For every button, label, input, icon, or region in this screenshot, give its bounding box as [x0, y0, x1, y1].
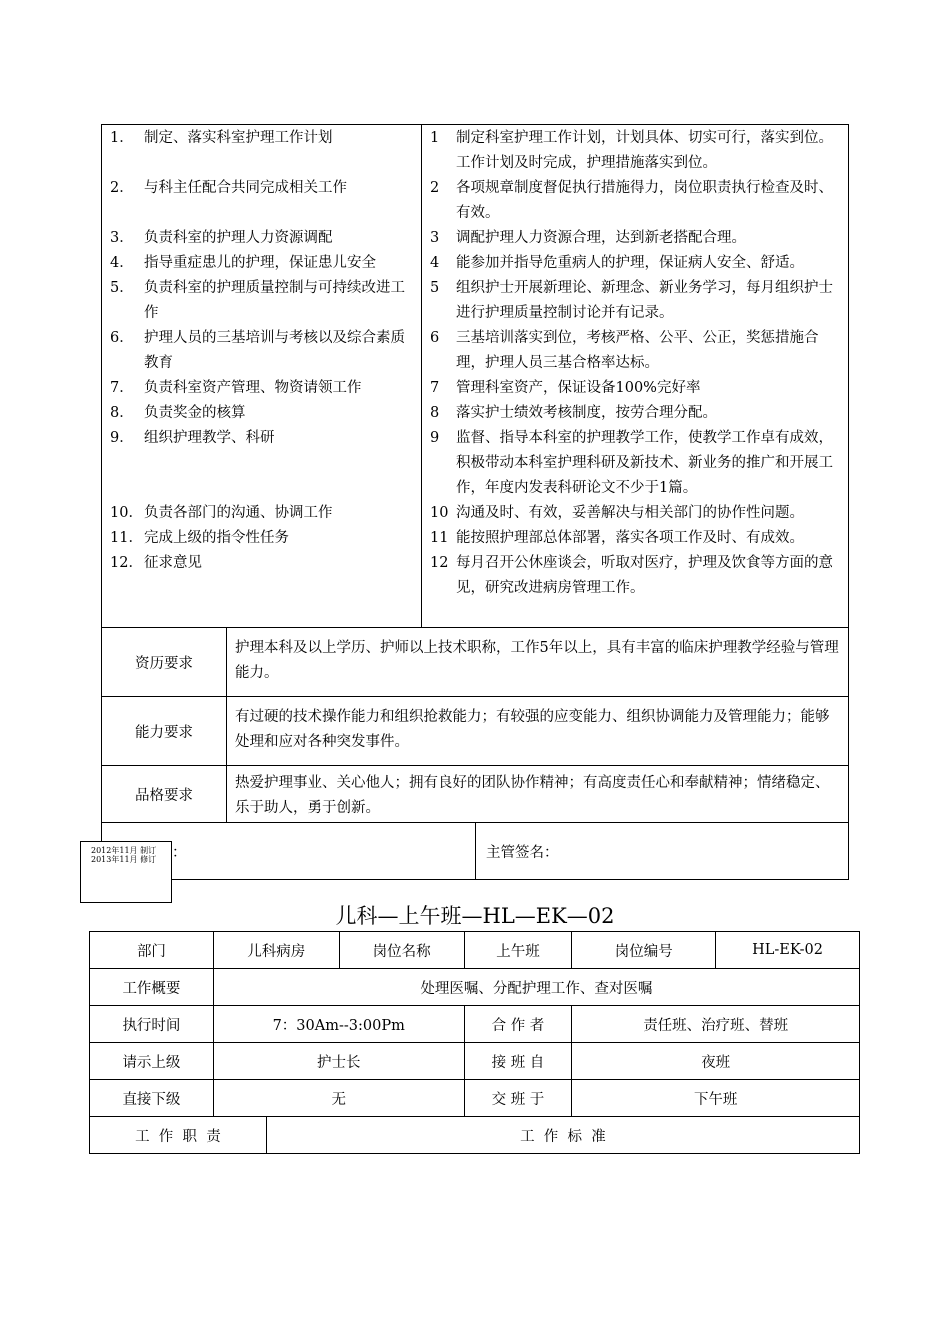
dept-value: 儿科病房	[213, 932, 339, 969]
duty-item: 9． 组织护理教学、科研	[110, 430, 275, 446]
standard-item: 1 制定科室护理工作计划，计划具体、切实可行，落实到位。工作计划及时完成，护理措施落实到位。	[430, 130, 833, 171]
stamp-line-created: 2012年11月 制订	[91, 846, 157, 855]
subordinate-value: 无	[213, 1080, 464, 1117]
handover-label: 交 班 于	[464, 1080, 572, 1117]
job-info-table	[89, 931, 860, 1154]
superior-label: 请示上级	[90, 1043, 214, 1080]
duties-cell	[101, 124, 422, 628]
duty-item: 6． 护理人员的三基培训与考核以及综合素质教育	[110, 330, 405, 371]
code-value: HL-EK-02	[716, 932, 860, 969]
qualification-label: 资历要求	[101, 627, 227, 697]
ability-text: 有过硬的技术操作能力和组织抢救能力；有较强的应变能力、组织协调能力及管理能力；能够处理和应对各种突发事件。	[226, 696, 849, 766]
time-value: 7：30Am--3:00Pm	[213, 1006, 464, 1043]
duty-item: 12． 征求意见	[110, 555, 202, 571]
standard-item: 11 能按照护理部总体部署，落实各项工作及时、有成效。	[430, 530, 804, 546]
handover-value: 下午班	[572, 1080, 860, 1117]
post-value: 上午班	[464, 932, 572, 969]
revision-stamp	[80, 841, 172, 903]
superior-value: 护士长	[213, 1043, 464, 1080]
standard-item: 6 三基培训落实到位，考核严格、公平、公正，奖惩措施合理，护理人员三基合格率达标。	[430, 330, 819, 371]
duty-item: 7． 负责科室资产管理、物资请领工作	[110, 380, 362, 396]
summary-value: 处理医嘱、分配护理工作、查对医嘱	[213, 969, 859, 1006]
subordinate-label: 直接下级	[90, 1080, 214, 1117]
partner-label: 合 作 者	[464, 1006, 572, 1043]
standard-item: 12 每月召开公休座谈会，听取对医疗，护理及饮食等方面的意见，研究改进病房管理工作。	[430, 555, 833, 596]
standard-item: 10 沟通及时、有效，妥善解决与相关部门的协作性问题。	[430, 505, 804, 521]
standard-item: 7 管理科室资产，保证设备100%完好率	[430, 380, 701, 396]
section-title: 儿科—上午班—HL—EK—02	[335, 904, 615, 928]
duty-header: 工 作 职 责	[90, 1117, 267, 1154]
standard-item: 3 调配护理人力资源合理，达到新老搭配合理。	[430, 230, 746, 246]
summary-label: 工作概要	[90, 969, 214, 1006]
duty-item: 4． 指导重症患儿的护理，保证患儿安全	[110, 255, 376, 271]
standard-header: 工 作 标 准	[266, 1117, 859, 1154]
duty-item: 10． 负责各部门的沟通、协调工作	[110, 505, 333, 521]
takeover-label: 接 班 自	[464, 1043, 572, 1080]
code-label: 岗位编号	[572, 932, 716, 969]
standard-item: 2 各项规章制度督促执行措施得力，岗位职责执行检查及时、有效。	[430, 180, 833, 221]
duty-item: 8． 负责奖金的核算	[110, 405, 246, 421]
standard-item: 5 组织护士开展新理论、新理念、新业务学习，每月组织护士进行护理质量控制讨论并有记录。	[430, 280, 833, 321]
duty-item: 3． 负责科室的护理人力资源调配	[110, 230, 333, 246]
supervisor-signature-label: 主管签名：	[486, 845, 559, 861]
character-text: 热爱护理事业、关心他人；拥有良好的团队协作精神；有高度责任心和奉献精神；情绪稳定、乐于助人，勇于创新。	[226, 765, 849, 823]
post-label: 岗位名称	[339, 932, 464, 969]
ability-label: 能力要求	[101, 696, 227, 766]
duty-item: 11． 完成上级的指令性任务	[110, 530, 289, 546]
duty-item: 1． 制定、落实科室护理工作计划	[110, 130, 333, 146]
signature-left-suffix: ：	[172, 845, 187, 861]
duty-item: 5． 负责科室的护理质量控制与可持续改进工作	[110, 280, 405, 321]
standard-item: 4 能参加并指导危重病人的护理，保证病人安全、舒适。	[430, 255, 804, 271]
standard-item: 9 监督、指导本科室的护理教学工作，使教学工作卓有成效，积极带动本科室护理科研及新技术、新业务的推广和开展工作，年度内发表科研论文不少于1篇。	[430, 430, 833, 496]
stamp-line-revised: 2013年11月 修订	[91, 855, 157, 864]
standard-item: 8 落实护士绩效考核制度，按劳合理分配。	[430, 405, 717, 421]
time-label: 执行时间	[90, 1006, 214, 1043]
signature-right	[475, 822, 849, 880]
dept-label: 部门	[90, 932, 214, 969]
takeover-value: 夜班	[572, 1043, 860, 1080]
partner-value: 责任班、治疗班、替班	[572, 1006, 860, 1043]
standards-cell	[421, 124, 849, 628]
character-label: 品格要求	[101, 765, 227, 823]
duty-item: 2． 与科主任配合共同完成相关工作	[110, 180, 347, 196]
qualification-text: 护理本科及以上学历、护师以上技术职称，工作5年以上，具有丰富的临床护理教学经验与管理能力。	[226, 627, 849, 697]
